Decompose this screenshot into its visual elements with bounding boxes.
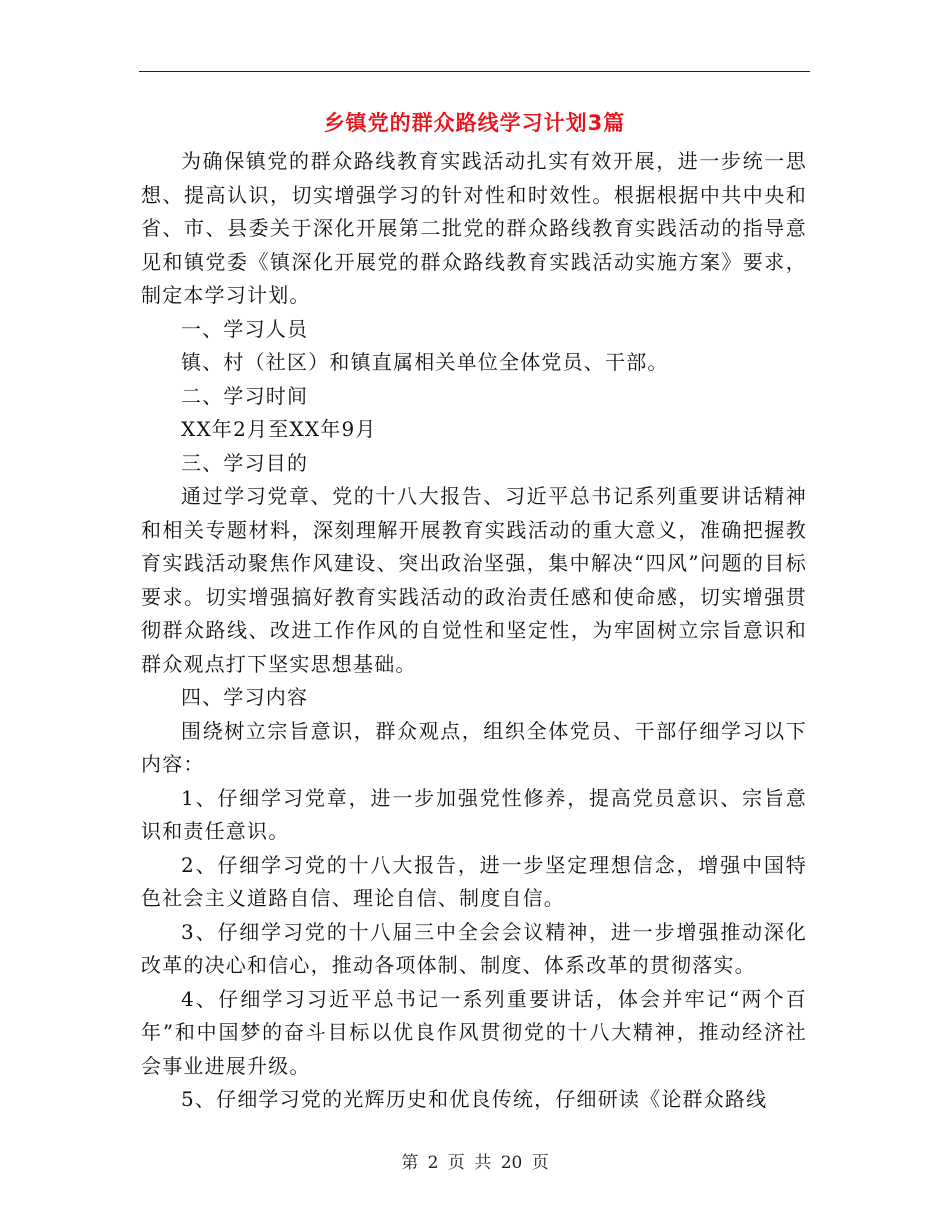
paragraph-content-intro: 围绕树立宗旨意识，群众观点，组织全体党员、干部仔细学习以下内容： [141, 718, 807, 776]
document-title: 乡镇党的群众路线学习计划3篇 [323, 111, 626, 135]
paragraph-time: XX年2月至XX年9月 [181, 417, 377, 441]
section-heading-personnel: 一、学习人员 [181, 316, 309, 341]
paragraph-personnel: 镇、村（社区）和镇直属相关单位全体党员、干部。 [181, 350, 669, 374]
document-body [141, 145, 807, 1117]
list-item-1: 1、仔细学习党章，进一步加强党性修养，提高党员意识、宗旨意识和责任意识。 [141, 785, 807, 843]
paragraph-purpose: 通过学习党章、党的十八大报告、习近平总书记系列重要讲话精神和相关专题材料，深刻理解开展教育实践活动的重大意义，准确把握教育实践活动聚焦作风建设、突出政治坚强，集中解决“四风”问题的目标要求。切实增强搞好教育实践活动的政治责任感和使命感，切实增强贯彻群众路线、改进工作作风的自觉性和坚定性，为牢固树立宗旨意识和群众观点打下坚实思想基础。 [141, 484, 807, 676]
paragraph-intro: 为确保镇党的群众路线教育实践活动扎实有效开展，进一步统一思想、提高认识，切实增强学习的针对性和时效性。根据根据中共中央和省、市、县委关于深化开展第二批党的群众路线教育实践活动的指导意见和镇党委《镇深化开展党的群众路线教育实践活动实施方案》要求，制定本学习计划。 [141, 149, 807, 307]
section-heading-time: 二、学习时间 [181, 383, 309, 408]
list-item-3: 3、仔细学习党的十八届三中全会会议精神，进一步增强推动深化改革的决心和信心，推动各项体制、制度、体系改革的贯彻落实。 [141, 919, 807, 977]
section-heading-content: 四、学习内容 [181, 685, 309, 709]
list-item-2: 2、仔细学习党的十八大报告，进一步坚定理想信念，增强中国特色社会主义道路自信、理论自信、制度自信。 [141, 852, 807, 910]
header-rule [139, 71, 810, 72]
page-indicator: 第 2 页 共 20 页 [401, 1153, 549, 1173]
section-heading-purpose: 三、学习目的 [181, 450, 309, 475]
list-item-5: 5、仔细学习党的光辉历史和优良传统，仔细研读《论群众路线 [181, 1087, 768, 1111]
list-item-4: 4、仔细学习习近平总书记一系列重要讲话，体会并牢记“两个百年”和中国梦的奋斗目标以优良作风贯彻党的十八大精神，推动经济社会事业进展升级。 [141, 986, 807, 1078]
